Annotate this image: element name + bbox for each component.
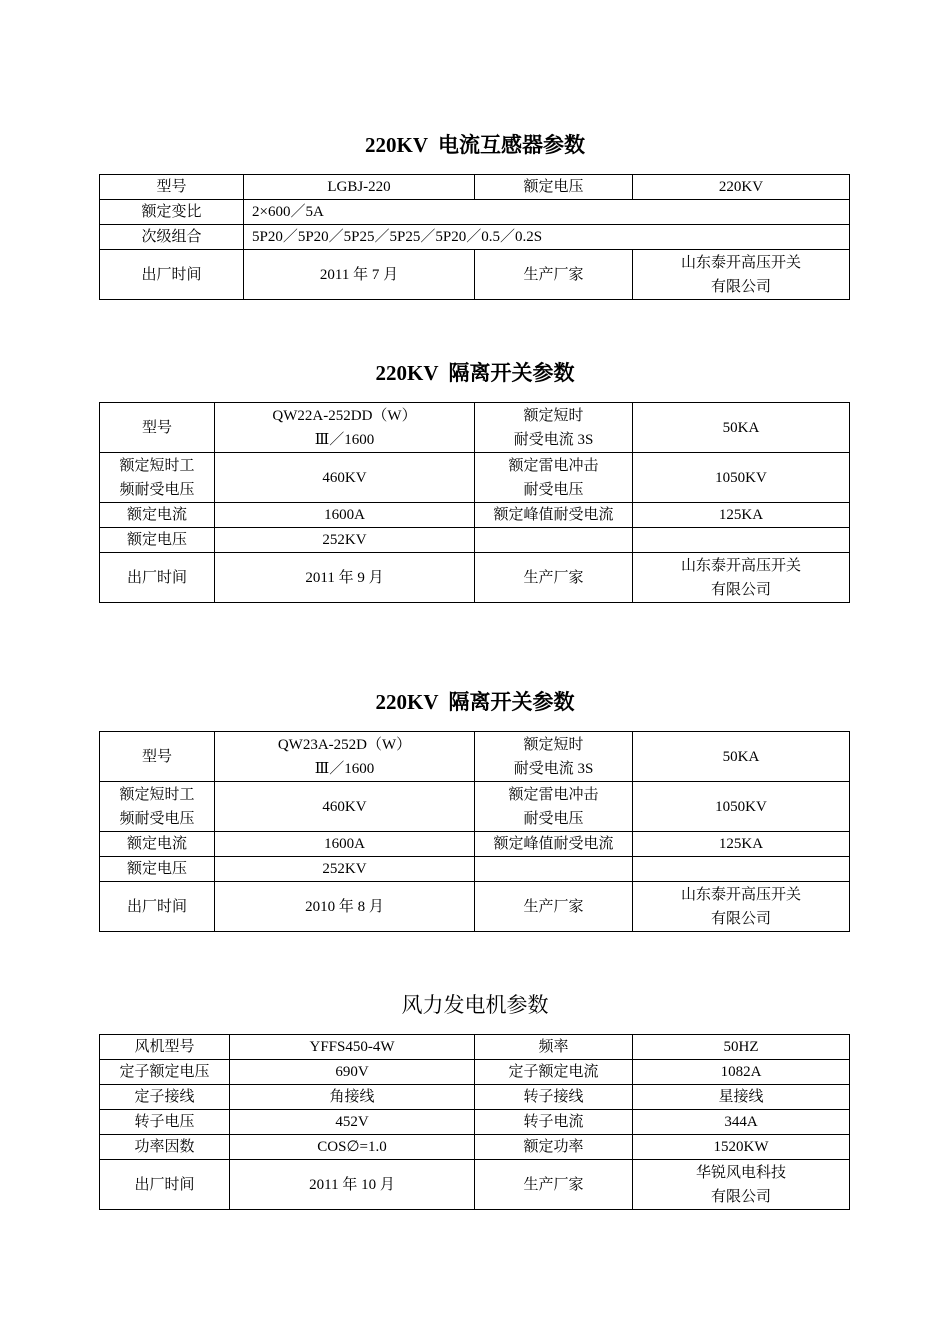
- title-voltage: 220KV: [375, 690, 439, 714]
- cell-value: 2010 年 8 月: [215, 882, 475, 932]
- cell-label: 定子额定电压: [100, 1060, 230, 1085]
- table-row: [100, 403, 850, 453]
- cell-label: 额定峰值耐受电流: [475, 503, 633, 528]
- cell-value: 山东泰开高压开关 有限公司: [633, 882, 850, 932]
- title-text: 电流互感器参数: [438, 133, 585, 157]
- cell-label: 生产厂家: [475, 250, 633, 300]
- cell-label: 额定功率: [475, 1135, 633, 1160]
- cell-label: 额定电压: [100, 528, 215, 553]
- cell-label: 额定电压: [100, 857, 215, 882]
- cell-value: 1082A: [633, 1060, 850, 1085]
- cell-value: 1600A: [215, 503, 475, 528]
- title-voltage: 220KV: [375, 361, 439, 385]
- cell-label: 出厂时间: [100, 553, 215, 603]
- cell-label: 额定短时工 频耐受电压: [100, 453, 215, 503]
- table-row: [100, 1135, 850, 1160]
- table-row: [100, 250, 850, 300]
- cell-label: 额定短时 耐受电流 3S: [475, 732, 633, 782]
- table-row: [100, 1060, 850, 1085]
- section-title-switch-2: [0, 689, 950, 715]
- cell-value: 山东泰开高压开关 有限公司: [633, 553, 850, 603]
- switch-2-params-table: [99, 731, 850, 932]
- cell-label: 风机型号: [100, 1035, 230, 1060]
- cell-value: COS∅=1.0: [230, 1135, 475, 1160]
- cell-value: 344A: [633, 1110, 850, 1135]
- cell-label: 型号: [100, 732, 215, 782]
- cell-label: 转子电压: [100, 1110, 230, 1135]
- cell-value: 2011 年 10 月: [230, 1160, 475, 1210]
- cell-label: 额定峰值耐受电流: [475, 832, 633, 857]
- cell-label: 频率: [475, 1035, 633, 1060]
- cell-label: 出厂时间: [100, 882, 215, 932]
- cell-value: 山东泰开高压开关 有限公司: [633, 250, 850, 300]
- cell-label: 额定雷电冲击 耐受电压: [475, 453, 633, 503]
- table-row: [100, 1160, 850, 1210]
- table-row: [100, 528, 850, 553]
- generator-params-table: [99, 1034, 850, 1210]
- cell-label: 生产厂家: [475, 553, 633, 603]
- cell-label: 额定雷电冲击 耐受电压: [475, 782, 633, 832]
- cell-value: 690V: [230, 1060, 475, 1085]
- cell-value: 125KA: [633, 832, 850, 857]
- cell-label: 额定变比: [100, 200, 244, 225]
- cell-value: 1050KV: [633, 782, 850, 832]
- cell-value: 50KA: [633, 403, 850, 453]
- table-row: [100, 1085, 850, 1110]
- cell-value: 50KA: [633, 732, 850, 782]
- cell-value: 220KV: [633, 175, 850, 200]
- cell-empty: [633, 528, 850, 553]
- switch-1-params-table: [99, 402, 850, 603]
- cell-value: LGBJ-220: [244, 175, 475, 200]
- cell-value: 角接线: [230, 1085, 475, 1110]
- cell-value: 460KV: [215, 782, 475, 832]
- table-row: [100, 1035, 850, 1060]
- cell-label: 功率因数: [100, 1135, 230, 1160]
- ct-params-table: [99, 174, 850, 300]
- section-title-switch-1: [0, 360, 950, 386]
- table-row: [100, 732, 850, 782]
- table-row: [100, 200, 850, 225]
- cell-value: 125KA: [633, 503, 850, 528]
- cell-label: 生产厂家: [475, 1160, 633, 1210]
- cell-label: 额定电压: [475, 175, 633, 200]
- cell-value: 2011 年 9 月: [215, 553, 475, 603]
- table-row: [100, 882, 850, 932]
- title-text: 隔离开关参数: [448, 361, 575, 385]
- cell-label: 额定电流: [100, 503, 215, 528]
- cell-value: 2×600／5A: [244, 200, 850, 225]
- cell-label: 转子接线: [475, 1085, 633, 1110]
- table-row: [100, 503, 850, 528]
- cell-label: 定子接线: [100, 1085, 230, 1110]
- cell-label: 额定电流: [100, 832, 215, 857]
- table-row: [100, 1110, 850, 1135]
- cell-label: 次级组合: [100, 225, 244, 250]
- cell-label: 出厂时间: [100, 1160, 230, 1210]
- title-text: 隔离开关参数: [448, 690, 575, 714]
- cell-empty: [475, 857, 633, 882]
- cell-value: 50HZ: [633, 1035, 850, 1060]
- cell-value: 1520KW: [633, 1135, 850, 1160]
- cell-empty: [475, 528, 633, 553]
- cell-empty: [633, 857, 850, 882]
- cell-value: 星接线: [633, 1085, 850, 1110]
- cell-label: 出厂时间: [100, 250, 244, 300]
- table-row: [100, 832, 850, 857]
- title-voltage: 220KV: [365, 133, 428, 157]
- cell-value: 华锐风电科技 有限公司: [633, 1160, 850, 1210]
- cell-value: QW23A-252D（W） Ⅲ／1600: [215, 732, 475, 782]
- cell-value: QW22A-252DD（W） Ⅲ／1600: [215, 403, 475, 453]
- cell-value: 460KV: [215, 453, 475, 503]
- cell-label: 额定短时 耐受电流 3S: [475, 403, 633, 453]
- cell-value: 252KV: [215, 857, 475, 882]
- table-row: [100, 782, 850, 832]
- cell-label: 额定短时工 频耐受电压: [100, 782, 215, 832]
- section-title-ct: [0, 132, 950, 158]
- table-row: [100, 175, 850, 200]
- cell-label: 定子额定电流: [475, 1060, 633, 1085]
- cell-label: 转子电流: [475, 1110, 633, 1135]
- cell-value: 1600A: [215, 832, 475, 857]
- table-row: [100, 857, 850, 882]
- cell-label: 型号: [100, 175, 244, 200]
- cell-value: 2011 年 7 月: [244, 250, 475, 300]
- table-row: [100, 225, 850, 250]
- cell-value: 1050KV: [633, 453, 850, 503]
- cell-label: 生产厂家: [475, 882, 633, 932]
- cell-value: YFFS450-4W: [230, 1035, 475, 1060]
- section-title-generator: [0, 992, 950, 1018]
- cell-label: 型号: [100, 403, 215, 453]
- table-row: [100, 553, 850, 603]
- cell-value: 5P20／5P20／5P25／5P25／5P20／0.5／0.2S: [244, 225, 850, 250]
- title-text: 风力发电机参数: [401, 993, 549, 1017]
- cell-value: 452V: [230, 1110, 475, 1135]
- cell-value: 252KV: [215, 528, 475, 553]
- table-row: [100, 453, 850, 503]
